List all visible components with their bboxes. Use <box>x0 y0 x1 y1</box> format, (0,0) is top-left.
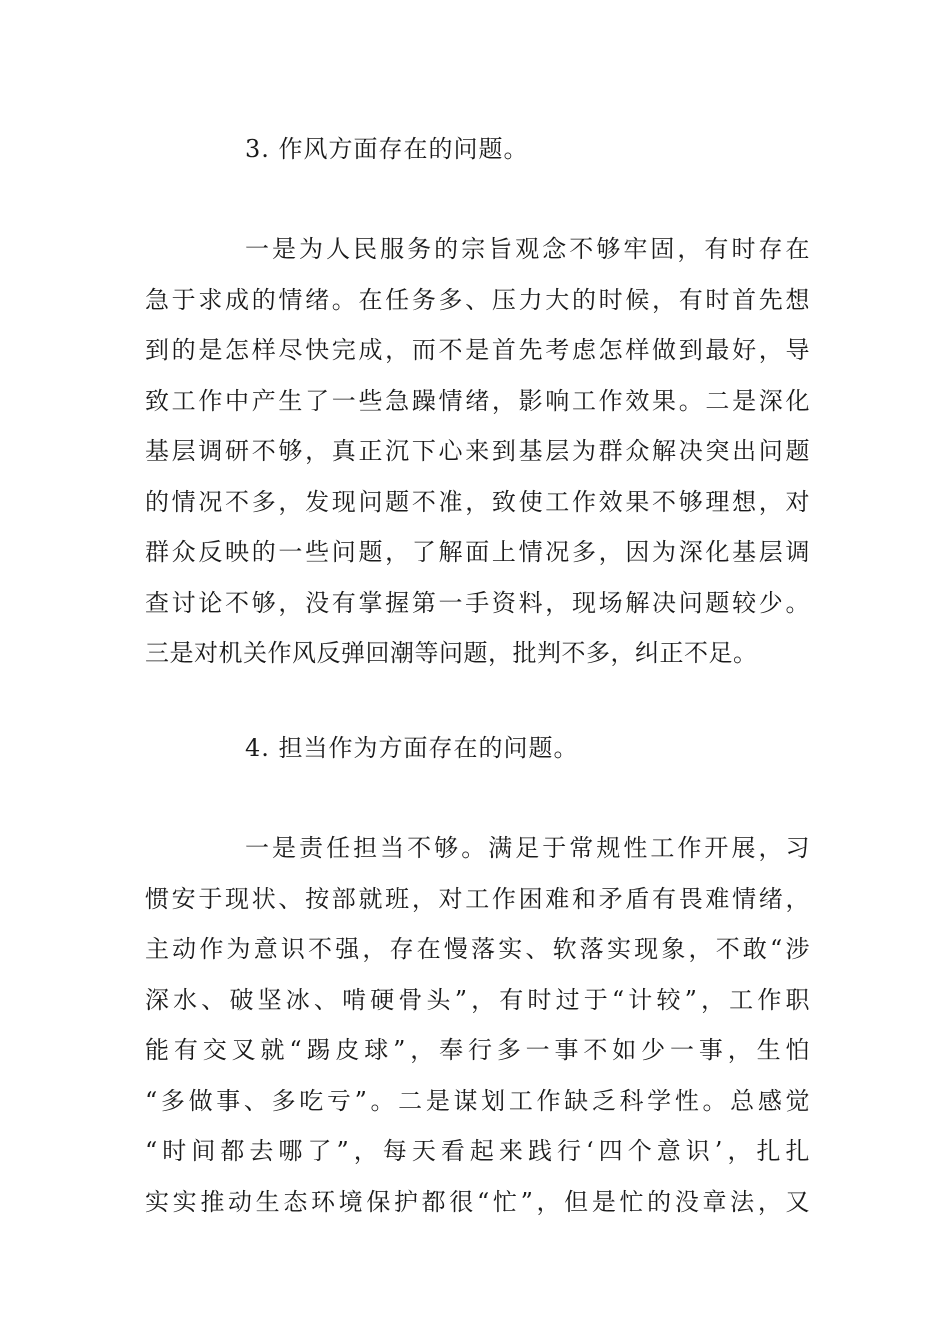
paragraph-line: 主动作为意识不强，存在慢落实、软落实现象，不敢“涉 <box>145 935 810 963</box>
paragraph-line: 到的是怎样尽快完成，而不是首先考虑怎样做到最好，导 <box>145 336 810 364</box>
section-4-paragraph <box>145 823 810 1227</box>
section-3-paragraph <box>145 224 810 679</box>
paragraph-line: 群众反映的一些问题，了解面上情况多，因为深化基层调 <box>145 538 810 566</box>
paragraph-line: 深水、破坚冰、啃硬骨头”，有时过于“计较”，工作职 <box>145 985 810 1014</box>
paragraph-line: 能有交叉就“踢皮球”，奉行多一事不如少一事，生怕 <box>145 1036 810 1064</box>
paragraph-line: 致工作中产生了一些急躁情绪，影响工作效果。二是深化 <box>145 386 810 415</box>
paragraph-line: “时间都去哪了”，每天看起来践行‘四个意识’，扎扎 <box>145 1137 810 1165</box>
paragraph-line: 急于求成的情绪。在任务多、压力大的时候，有时首先想 <box>145 285 810 314</box>
paragraph-line: 实实推动生态环境保护都很“忙”，但是忙的没章法，又 <box>145 1187 810 1216</box>
section-4-heading: 4. 担当作为方面存在的问题。 <box>245 734 579 762</box>
paragraph-line: 三是对机关作风反弹回潮等问题，批判不多，纠正不足。 <box>145 639 758 667</box>
paragraph-line: 基层调研不够，真正沉下心来到基层为群众解决突出问题 <box>145 437 810 465</box>
paragraph-line: 一是责任担当不够。满足于常规性工作开展，习 <box>245 834 810 862</box>
paragraph-line: 一是为人民服务的宗旨观念不够牢固，有时存在 <box>245 235 810 263</box>
paragraph-line: 查讨论不够，没有掌握第一手资料，现场解决问题较少。 <box>145 588 810 617</box>
section-3-heading: 3. 作风方面存在的问题。 <box>245 135 529 163</box>
paragraph-line: 的情况不多，发现问题不准，致使工作效果不够理想，对 <box>145 487 810 516</box>
paragraph-line: 惯安于现状、按部就班，对工作困难和矛盾有畏难情绪， <box>145 884 810 913</box>
paragraph-line: “多做事、多吃亏”。二是谋划工作缺乏科学性。总感觉 <box>145 1086 810 1115</box>
